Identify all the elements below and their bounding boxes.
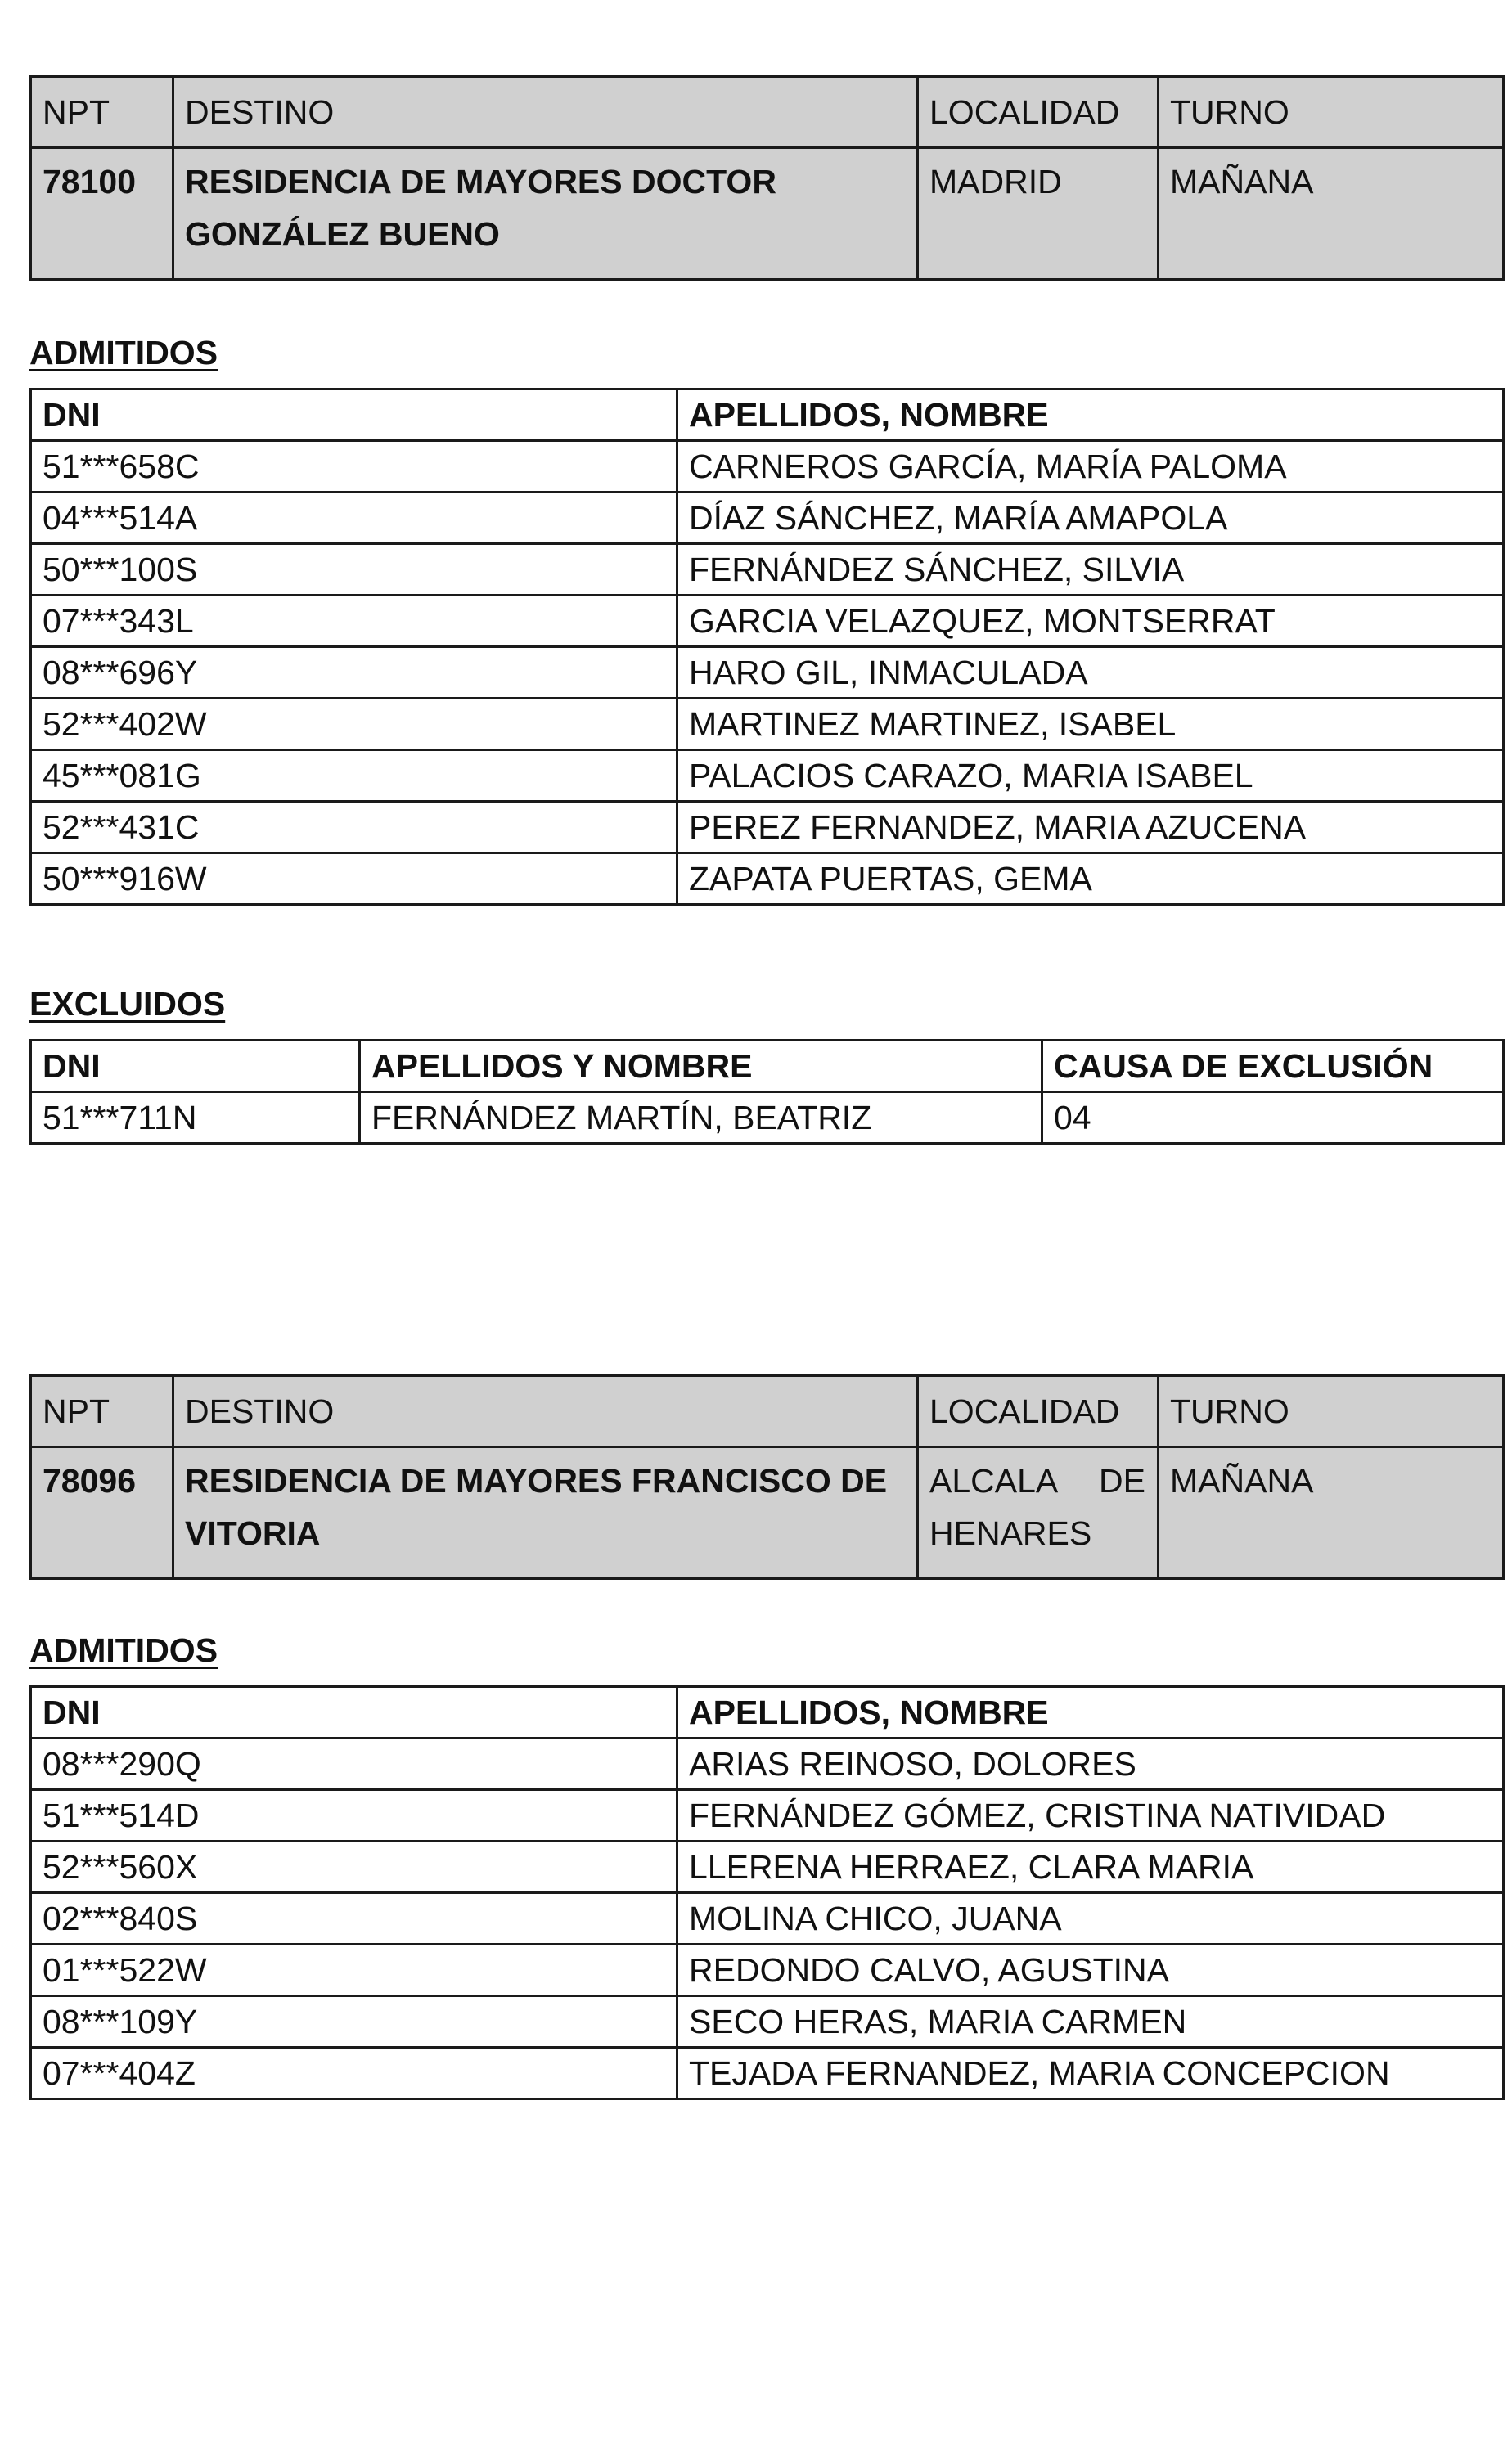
nombre-cell: REDONDO CALVO, AGUSTINA (677, 1945, 1504, 1996)
dni-cell: 01***522W (31, 1945, 677, 1996)
dni-cell: 51***711N (31, 1092, 360, 1144)
excluidos-title: EXCLUIDOS (29, 985, 226, 1023)
dni-cell: 08***290Q (31, 1739, 677, 1790)
dni-cell: 52***431C (31, 802, 677, 853)
destino-value: RESIDENCIA DE MAYORES DOCTOR GONZÁLEZ BUENO (173, 148, 918, 280)
dni-cell: 02***840S (31, 1893, 677, 1945)
table-row (31, 853, 1504, 905)
dni-cell: 07***404Z (31, 2048, 677, 2099)
admitidos-header-row (31, 1687, 1504, 1739)
table-row (31, 1739, 1504, 1790)
nombre-cell: DÍAZ SÁNCHEZ, MARÍA AMAPOLA (677, 493, 1504, 544)
nombre-cell: TEJADA FERNANDEZ, MARIA CONCEPCION (677, 2048, 1504, 2099)
nombre-cell: PEREZ FERNANDEZ, MARIA AZUCENA (677, 802, 1504, 853)
column-header-causa: CAUSA DE EXCLUSIÓN (1042, 1041, 1504, 1092)
table-row (31, 1996, 1504, 2048)
dni-cell: 04***514A (31, 493, 677, 544)
column-header-npt: NPT (31, 1376, 173, 1447)
turno-value: MAÑANA (1159, 1447, 1504, 1579)
localidad-value (918, 1447, 1159, 1579)
column-header-nombre: APELLIDOS Y NOMBRE (360, 1041, 1042, 1092)
dni-cell: 50***916W (31, 853, 677, 905)
table-row (31, 493, 1504, 544)
column-header-dni: DNI (31, 389, 677, 441)
nombre-cell: HARO GIL, INMACULADA (677, 647, 1504, 699)
column-header-turno: TURNO (1159, 1376, 1504, 1447)
localidad-line-1 (929, 1455, 1157, 1507)
table-row (31, 802, 1504, 853)
dni-cell: 07***343L (31, 596, 677, 647)
dni-cell: 08***696Y (31, 647, 677, 699)
admitidos-table-78100 (29, 388, 1505, 906)
table-row (31, 1790, 1504, 1842)
nombre-cell: FERNÁNDEZ MARTÍN, BEATRIZ (360, 1092, 1042, 1144)
nombre-cell: FERNÁNDEZ SÁNCHEZ, SILVIA (677, 544, 1504, 596)
excluidos-header-row (31, 1041, 1504, 1092)
table-row (31, 441, 1504, 493)
nombre-cell: FERNÁNDEZ GÓMEZ, CRISTINA NATIVIDAD (677, 1790, 1504, 1842)
table-row (31, 544, 1504, 596)
column-header-dni: DNI (31, 1687, 677, 1739)
nombre-cell: ZAPATA PUERTAS, GEMA (677, 853, 1504, 905)
nombre-cell: GARCIA VELAZQUEZ, MONTSERRAT (677, 596, 1504, 647)
column-header-localidad: LOCALIDAD (918, 1376, 1159, 1447)
localidad-word-de: DE (1099, 1462, 1145, 1500)
destination-table-78096 (29, 1374, 1505, 1580)
admitidos-title: ADMITIDOS (29, 1631, 218, 1669)
dni-cell: 51***514D (31, 1790, 677, 1842)
destino-value: RESIDENCIA DE MAYORES FRANCISCO DE VITORIA (173, 1447, 918, 1579)
excluidos-table-78100 (29, 1039, 1505, 1145)
table-row (31, 1893, 1504, 1945)
column-header-npt: NPT (31, 77, 173, 148)
causa-cell: 04 (1042, 1092, 1504, 1144)
dni-cell: 52***560X (31, 1842, 677, 1893)
nombre-cell: ARIAS REINOSO, DOLORES (677, 1739, 1504, 1790)
column-header-destino: DESTINO (173, 77, 918, 148)
dni-cell: 45***081G (31, 750, 677, 802)
destination-header-row (31, 1376, 1504, 1447)
column-header-turno: TURNO (1159, 77, 1504, 148)
table-row (31, 2048, 1504, 2099)
nombre-cell: MOLINA CHICO, JUANA (677, 1893, 1504, 1945)
localidad-value: MADRID (918, 148, 1159, 280)
dni-cell: 50***100S (31, 544, 677, 596)
column-header-localidad: LOCALIDAD (918, 77, 1159, 148)
localidad-line-2: HENARES (929, 1514, 1092, 1552)
turno-value: MAÑANA (1159, 148, 1504, 280)
destination-value-row (31, 1447, 1504, 1579)
nombre-cell: LLERENA HERRAEZ, CLARA MARIA (677, 1842, 1504, 1893)
table-row (31, 750, 1504, 802)
table-row (31, 596, 1504, 647)
table-row (31, 647, 1504, 699)
column-header-nombre: APELLIDOS, NOMBRE (677, 389, 1504, 441)
dni-cell: 52***402W (31, 699, 677, 750)
destination-header-row (31, 77, 1504, 148)
destination-table-78100 (29, 75, 1505, 281)
admitidos-title: ADMITIDOS (29, 334, 218, 371)
npt-value: 78096 (31, 1447, 173, 1579)
column-header-nombre: APELLIDOS, NOMBRE (677, 1687, 1504, 1739)
admitidos-table-78096 (29, 1685, 1505, 2100)
column-header-destino: DESTINO (173, 1376, 918, 1447)
npt-value: 78100 (31, 148, 173, 280)
dni-cell: 51***658C (31, 441, 677, 493)
dni-cell: 08***109Y (31, 1996, 677, 2048)
nombre-cell: SECO HERAS, MARIA CARMEN (677, 1996, 1504, 2048)
admitidos-header-row (31, 389, 1504, 441)
destination-value-row (31, 148, 1504, 280)
table-row (31, 699, 1504, 750)
nombre-cell: CARNEROS GARCÍA, MARÍA PALOMA (677, 441, 1504, 493)
nombre-cell: MARTINEZ MARTINEZ, ISABEL (677, 699, 1504, 750)
table-row (31, 1945, 1504, 1996)
localidad-word-alcala: ALCALA (929, 1462, 1059, 1500)
nombre-cell: PALACIOS CARAZO, MARIA ISABEL (677, 750, 1504, 802)
column-header-dni: DNI (31, 1041, 360, 1092)
table-row (31, 1842, 1504, 1893)
table-row (31, 1092, 1504, 1144)
